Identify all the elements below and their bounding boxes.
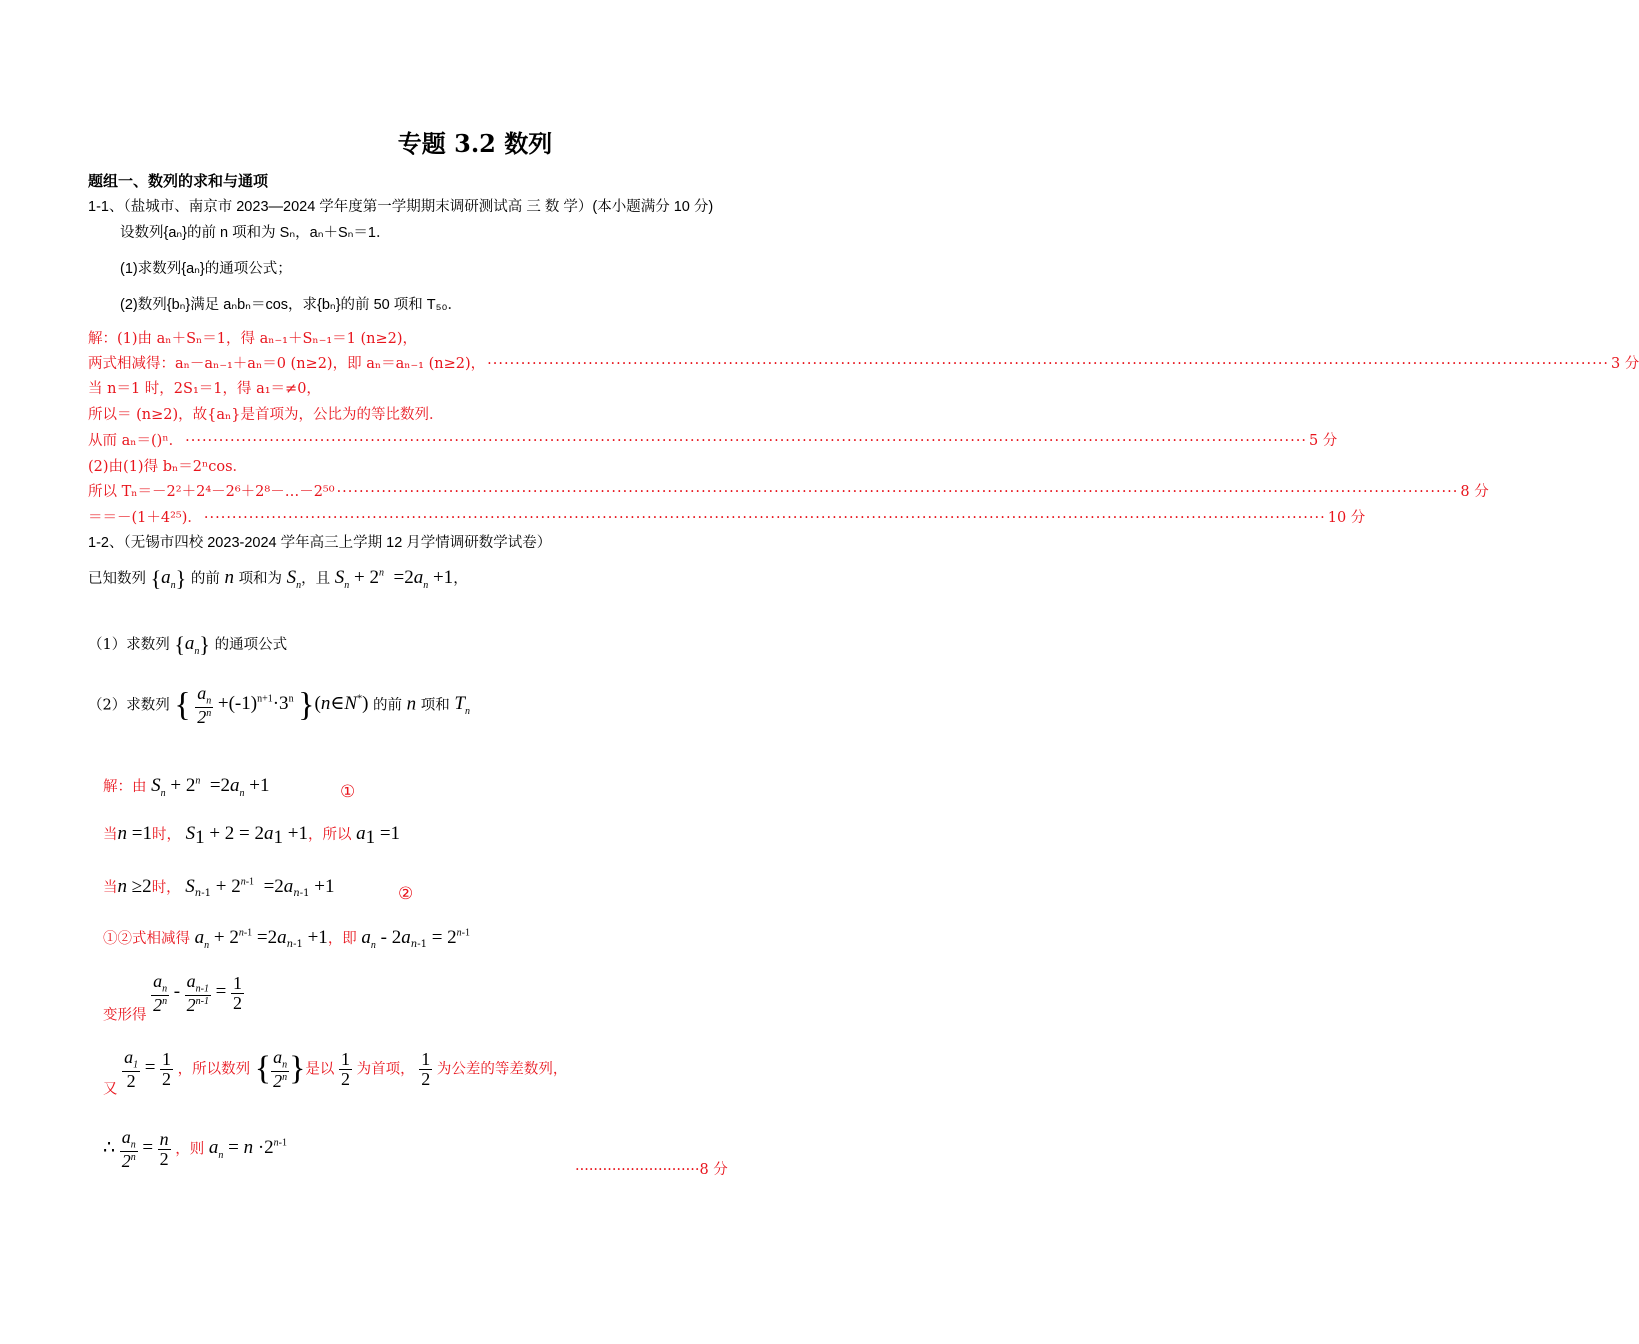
solution-1-2-line1: 解：由 $S_n + 2^n =2a_n +1$ [103,775,270,799]
solution-1-2-line2: 当n =1时， $S_1 + 2 = 2a_1 +1$，所以 $a_1 =1$ [103,823,401,848]
problem-1-2-source [88,531,551,552]
circle-1: ① [340,782,356,802]
dot-leader: ········································································································································································································ [487,356,1609,372]
problem-1-1-q1: (1)求数列{aₙ}的通项公式； [120,261,292,277]
problem-1-1-q2: (2)数列{bₙ}满足 aₙbₙ＝cos，求{bₙ}的前 50 项和 T₅₀． [120,297,462,313]
dot-leader: ········································································································································································································ [185,433,1307,449]
problem-1-2-stem: 已知数列 $\{a_n\}$ 的前 n 项和为 $S_n$，且 $S_n + 2^n =2a_n +1$， [88,566,468,591]
solution-1-2-line3: 当n ≥2时， $S_{n-1} + 2^{n-1} =2a_{n-1} +1$ [103,876,335,899]
solution-1-2-line4: ①②式相减得 $a_n + 2^{n-1} =2a_{n-1} +1$，即 $a_n - 2a_{n-1} = 2^{n-1}$ [103,927,471,951]
solution-1-2-score: ···························8 分 [575,1162,728,1178]
solution-1-1-line: 当 n＝1 时，2S₁＝1，得 a₁＝≠0， [88,381,321,397]
problem-label: 1-2、 [88,535,124,551]
solution-1-1-line: 两式相减得：aₙ－aₙ₋₁＋aₙ＝0 (n≥2)，即 aₙ＝aₙ₋₁ (n≥2)， ········································································································································································································ 3 分 [88,352,836,373]
problem-source: （盐城市、南京市 2023—2024 学年度第一学期期末调研测试高 三 数 学）(本小题满分 10 分) [123,199,714,215]
score: 10 分 [1327,510,1366,526]
solution-1-1-line: 所以＝ (n≥2)，故{aₙ}是首项为，公比为的等比数列． [88,407,444,423]
problem-1-1-source [88,195,713,216]
solution-1-2-line7: ∴ $\frac{a_n}{2^n}$ = $\frac{n}{2}$ ，则 $a_n = n \cdot 2^{n-1}$ [103,1127,287,1172]
solution-1-1-line: 解：(1)由 aₙ＋Sₙ＝1，得 aₙ₋₁＋Sₙ₋₁＝1 (n≥2)， [88,331,418,347]
dot-leader: ········································································································································································································ [203,510,1326,526]
problem-1-2-q1: （1）求数列 $\{a_n\}$ 的通项公式 [88,632,288,657]
solution-1-1-line: (2)由(1)得 bₙ＝2ⁿcos． [88,459,248,475]
solution-1-1-line: 从而 aₙ＝()ⁿ． ········································································································································································································ 5 分 [88,429,836,450]
score: 3 分 [1610,356,1639,372]
solution-1-2-line6: 又 $\frac{a_1}{2}$ = $\frac{1}{2}$ ，所以数列 { $\frac{a_n}{2^n}$ }是以 $\frac{1}{2}$ 为首项， $\frac{1}{2}$ 为公差的等差数列， [103,1047,568,1098]
circle-2: ② [398,884,414,904]
score: 8 分 [1460,484,1489,500]
section-heading: 题组一、数列的求和与通项 [88,173,269,190]
solution-1-2-line5: 变形得 $\frac{a_n}{2^n}$ - $\frac{a_{n-1}}{2^{n-1}}$ = $\frac{1}{2}$ [103,971,242,1024]
page-title: 专题 3.2 数列 [397,129,553,158]
solution-1-1-line: 所以 Tₙ＝－2²＋2⁴－2⁶＋2⁸－…－2⁵⁰ ········································································································································································································ 8 分 [88,480,836,501]
dot-leader: ········································································································································································································ [336,484,1459,500]
problem-label: 1-1、 [88,199,124,215]
problem-1-1-stem: 设数列{aₙ}的前 n 项和为 Sₙ，aₙ＋Sₙ＝1． [120,225,391,241]
problem-1-2-q2: （2）求数列 { $\frac{a_n}{2^n}$ $+(-1)^{n+1}\cdot 3^n$ }(n∈N*) 的前 n 项和 $T_n$ [88,683,470,728]
problem-source: （无锡市四校 2023-2024 学年高三上学期 12 月学情调研数学试卷） [123,535,552,551]
score: 5 分 [1308,433,1338,449]
solution-1-1-line: ＝＝－(1＋4²⁵)． ········································································································································································································ 10 分 [88,506,843,527]
